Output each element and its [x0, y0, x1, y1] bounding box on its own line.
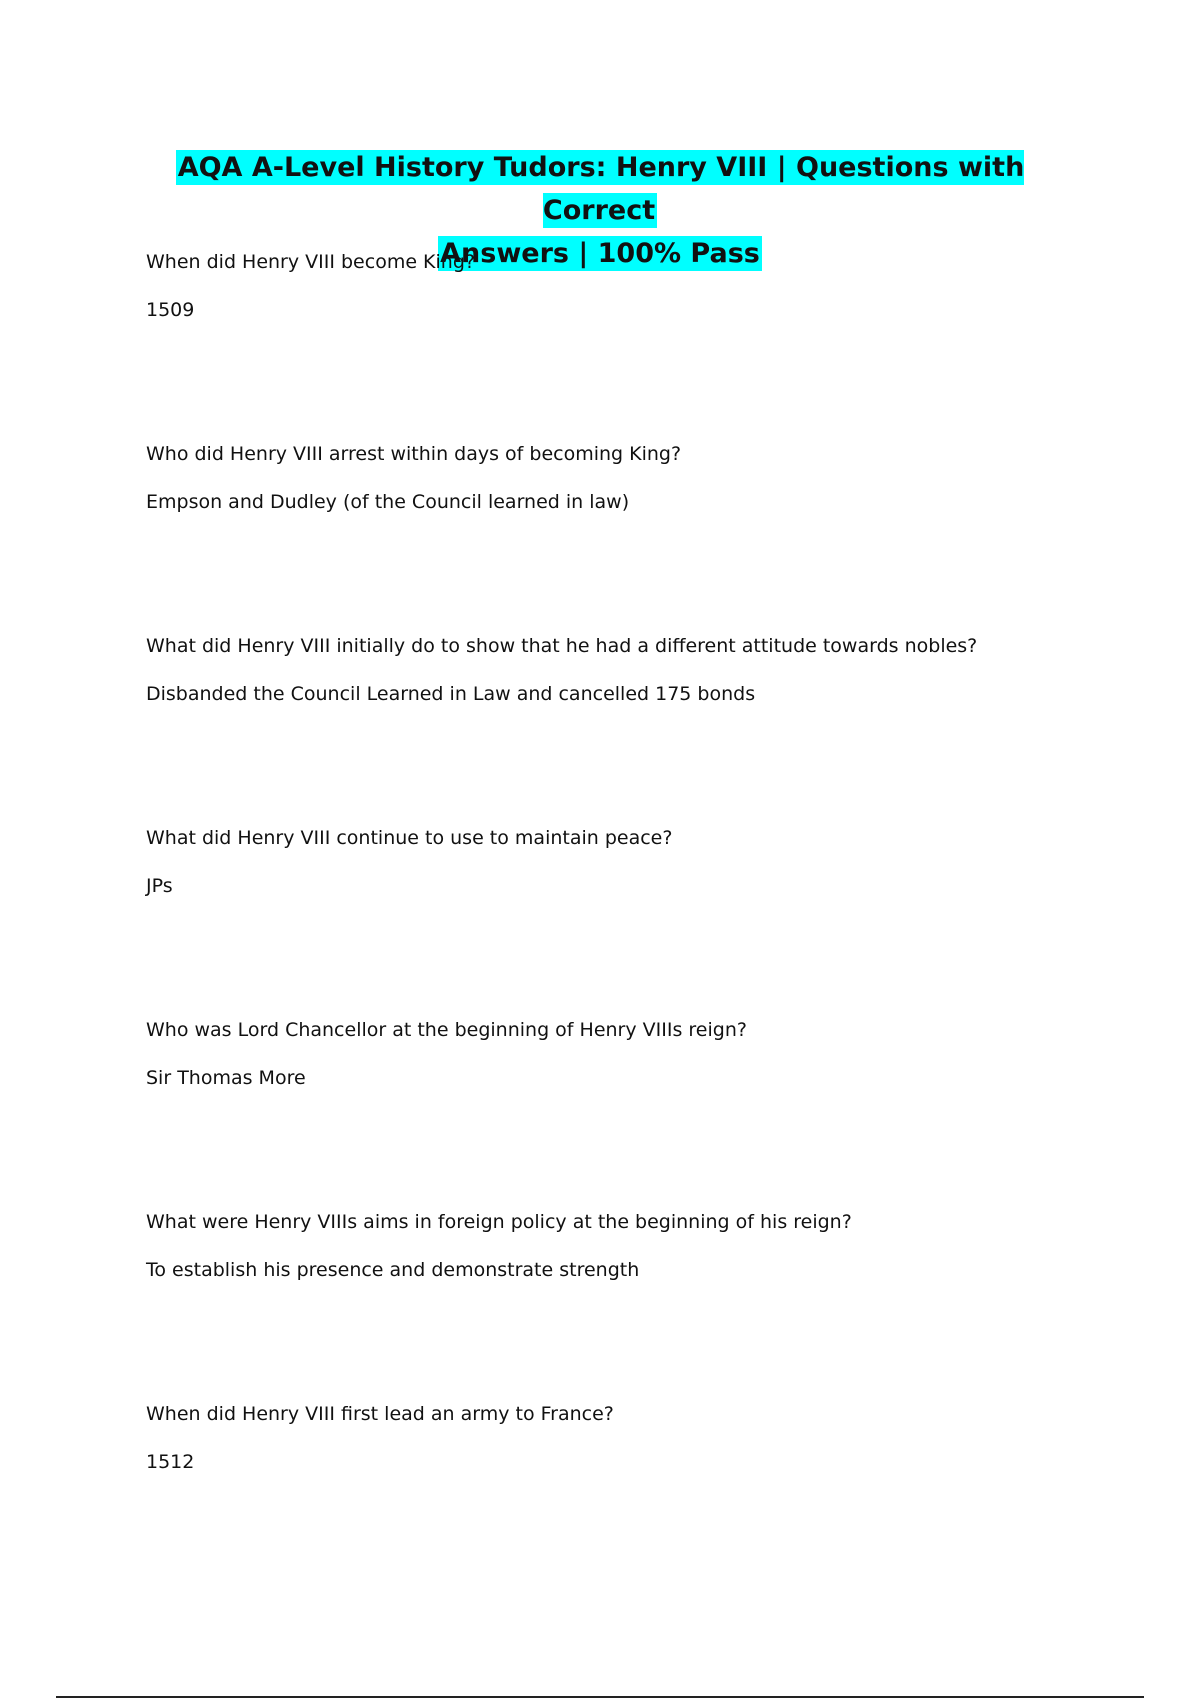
question-text: What did Henry VIII continue to use to maintain peace?: [146, 827, 673, 849]
qa-item: [146, 442, 1106, 634]
qa-item: [146, 250, 1106, 442]
question-text: When did Henry VIII become King?: [146, 251, 475, 273]
question-text: Who was Lord Chancellor at the beginning of Henry VIIIs reign?: [146, 1019, 747, 1041]
qa-item: [146, 826, 1106, 1018]
qa-item: [146, 1402, 1106, 1594]
footer-divider: [56, 1696, 1144, 1698]
answer-text: To establish his presence and demonstrate strength: [146, 1259, 640, 1281]
answer-text: JPs: [146, 875, 173, 897]
title-line-2: Answers | 100% Pass: [440, 238, 760, 269]
answer-text: 1512: [146, 1451, 195, 1473]
title-line-1: AQA A-Level History Tudors: Henry VIII | Questions with Correct: [177, 152, 1025, 226]
question-text: What were Henry VIIIs aims in foreign policy at the beginning of his reign?: [146, 1211, 852, 1233]
qa-list: [146, 250, 1106, 1594]
answer-text: Sir Thomas More: [146, 1067, 306, 1089]
answer-text: Empson and Dudley (of the Council learned in law): [146, 491, 630, 513]
qa-item: [146, 1018, 1106, 1210]
question-text: What did Henry VIII initially do to show that he had a different attitude towards nobles?: [146, 635, 978, 657]
answer-text: Disbanded the Council Learned in Law and cancelled 175 bonds: [146, 683, 756, 705]
question-text: Who did Henry VIII arrest within days of becoming King?: [146, 443, 682, 465]
question-text: When did Henry VIII first lead an army to France?: [146, 1403, 614, 1425]
qa-item: [146, 1210, 1106, 1402]
answer-text: 1509: [146, 299, 195, 321]
qa-item: [146, 634, 1106, 826]
